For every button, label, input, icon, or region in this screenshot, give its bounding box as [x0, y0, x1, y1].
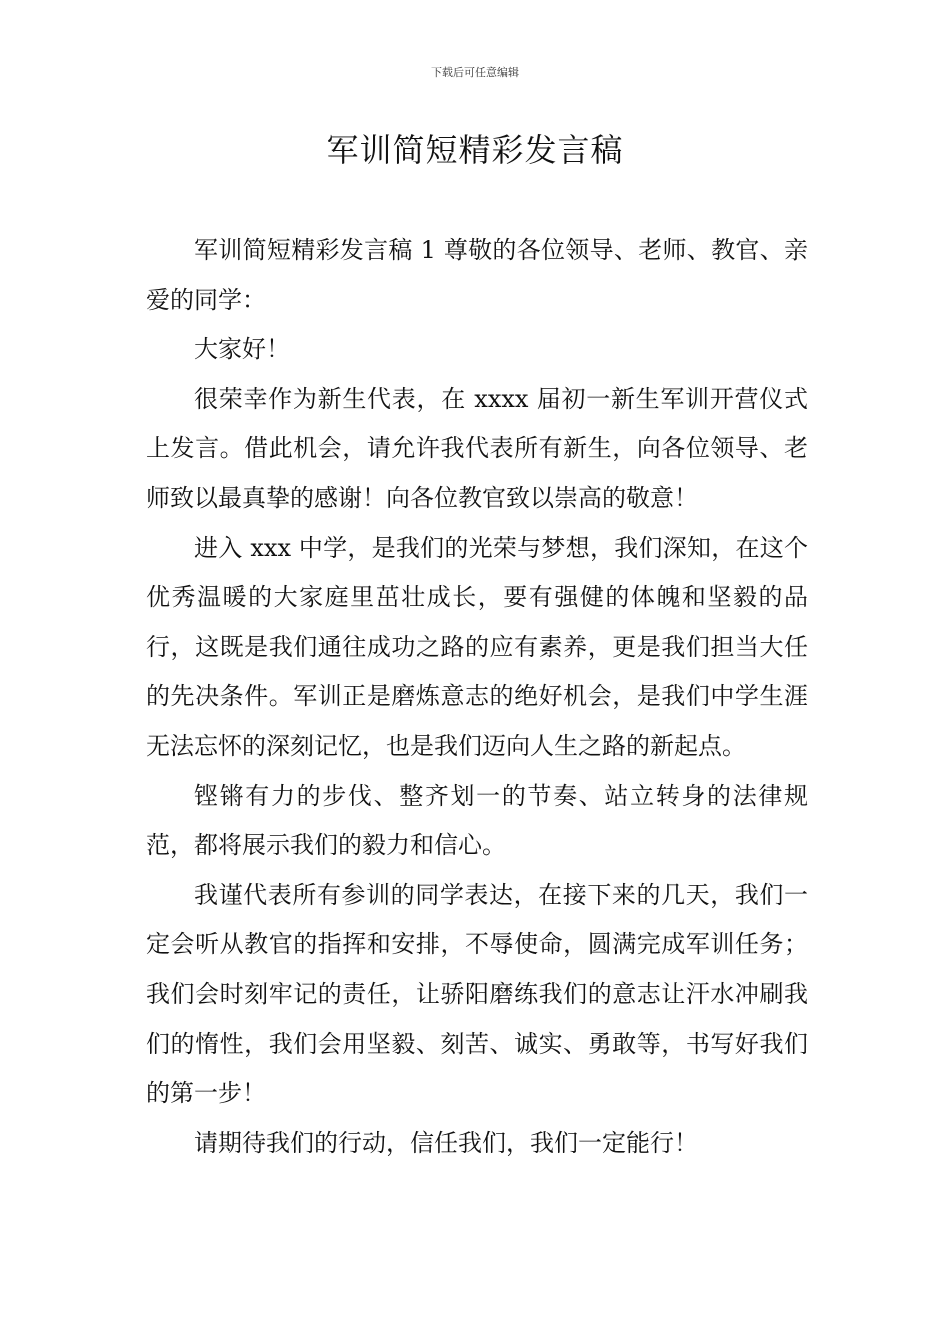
document-title: 军训简短精彩发言稿 [326, 131, 624, 169]
paragraph-1: 军训简短精彩发言稿 1 尊敬的各位领导、老师、教官、亲爱的同学： [146, 236, 808, 314]
paragraph-3: 很荣幸作为新生代表，在 xxxx 届初一新生军训开营仪式上发言。借此机会，请允许我代表所有新生，向各位领导、老师致以最真挚的感谢！向各位教官致以崇高的敬意！ [146, 384, 808, 512]
document-body [146, 226, 808, 1168]
paragraph-6: 我谨代表所有参训的同学表达，在接下来的几天，我们一定会听从教官的指挥和安排，不辱使命，圆满完成军训任务；我们会时刻牢记的责任，让骄阳磨练我们的意志让汗水冲刷我们的惰性，我们会用坚毅、刻苦、诚实、勇敢等，书写好我们的第一步！ [146, 880, 808, 1108]
header-note: 下载后可任意编辑 [431, 66, 519, 79]
paragraph-7: 请期待我们的行动，信任我们，我们一定能行！ [194, 1128, 698, 1157]
paragraph-5: 铿锵有力的步伐、整齐划一的节奏、站立转身的法律规范，都将展示我们的毅力和信心。 [146, 781, 808, 860]
paragraph-4: 进入 xxx 中学，是我们的光荣与梦想，我们深知，在这个优秀温暖的大家庭里茁壮成长，要有强健的体魄和坚毅的品行，这既是我们通往成功之路的应有素养，更是我们担当大任的先决条件。军训正是磨炼意志的绝好机会，是我们中学生涯无法忘怀的深刻记忆，也是我们迈向人生之路的新起点。 [146, 533, 808, 760]
paragraph-2: 大家好！ [194, 335, 290, 364]
